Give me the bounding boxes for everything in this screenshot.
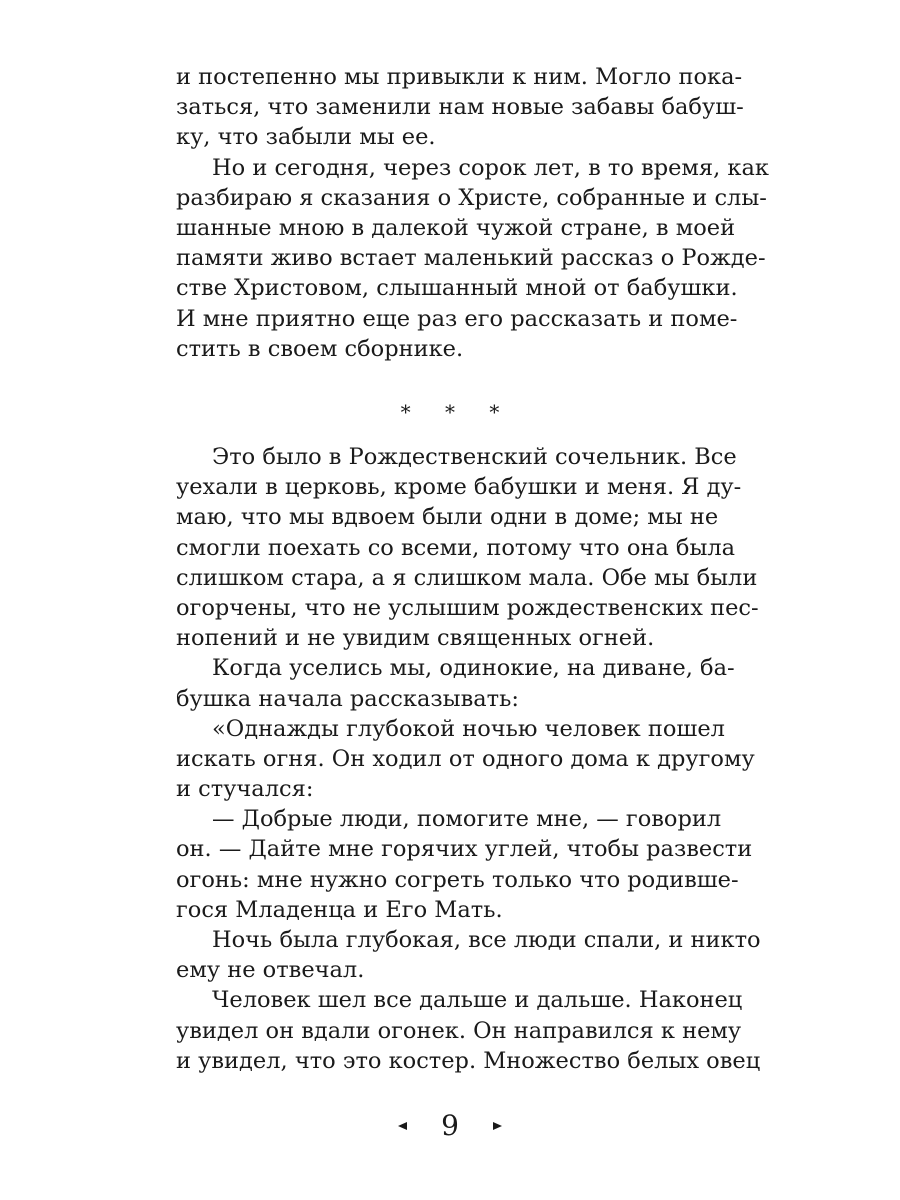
text-line: ему не отвечал. <box>176 957 365 984</box>
text-line: заться, что заменили нам новые забавы бабуш- <box>176 94 744 121</box>
page-footer <box>0 1106 900 1146</box>
text-line: шанные мною в далекой чужой стране, в моей <box>176 214 736 241</box>
text-line: ку, что забыли мы ее. <box>176 124 436 151</box>
text-line: И мне приятно еще раз его рассказать и поме- <box>176 305 738 332</box>
text-line: гося Младенца и Его Мать. <box>176 896 503 923</box>
text-line: — Добрые люди, помогите мне, — говорил <box>212 806 722 833</box>
text-line: нопений и не увидим священных огней. <box>176 625 655 652</box>
text-line: разбираю я сказания о Христе, собранные и слы- <box>176 184 767 211</box>
text-line: Когда уселись мы, одинокие, на диване, ба- <box>212 655 735 682</box>
text-line: бушка начала рассказывать: <box>176 685 519 712</box>
text-line: памяти живо встает маленький рассказ о Рожде- <box>176 245 766 272</box>
text-line: Человек шел все дальше и дальше. Наконец <box>212 987 743 1014</box>
text-line: «Однажды глубокой ночью человек пошел <box>212 715 725 742</box>
text-line: стить в своем сборнике. <box>176 335 464 362</box>
text-line: маю, что мы вдвоем были одни в доме; мы не <box>176 504 719 531</box>
text-line: уехали в церковь, кроме бабушки и меня. Я ду- <box>176 474 742 501</box>
text-line: смогли поехать со всеми, потому что она была <box>176 534 736 561</box>
text-line: стве Христовом, слышанный мной от бабушки. <box>176 275 738 302</box>
text-line: Но и сегодня, через сорок лет, в то время, как <box>212 154 769 181</box>
text-line: увидел он вдали огонек. Он направился к нему <box>176 1017 742 1044</box>
text-line: и увидел, что это костер. Множество белых овец <box>176 1047 761 1074</box>
text-line: огонь: мне нужно согреть только что родивше- <box>176 866 739 893</box>
text-line: и постепенно мы привыкли к ним. Могло пока- <box>176 64 743 90</box>
text-line: Ночь была глубокая, все люди спали, и никто <box>212 927 761 953</box>
text-line: Это было в Рождественский сочельник. Все <box>212 444 737 470</box>
text-line: он. — Дайте мне горячих углей, чтобы развести <box>176 836 753 863</box>
text-line: и стучался: <box>176 776 314 803</box>
text-block-intro <box>176 62 769 364</box>
text-line: слишком стара, а я слишком мала. Обе мы были <box>176 564 758 591</box>
page-number: 9 <box>441 1109 459 1142</box>
section-separator: * * * <box>400 400 514 424</box>
left-arrow-ornament-icon <box>398 1122 407 1130</box>
text-block-story <box>176 442 761 1076</box>
text-line: искать огня. Он ходил от одного дома к другому <box>176 745 755 772</box>
right-arrow-ornament-icon <box>493 1122 502 1130</box>
text-line: огорчены, что не услышим рождественских пес- <box>176 594 759 621</box>
